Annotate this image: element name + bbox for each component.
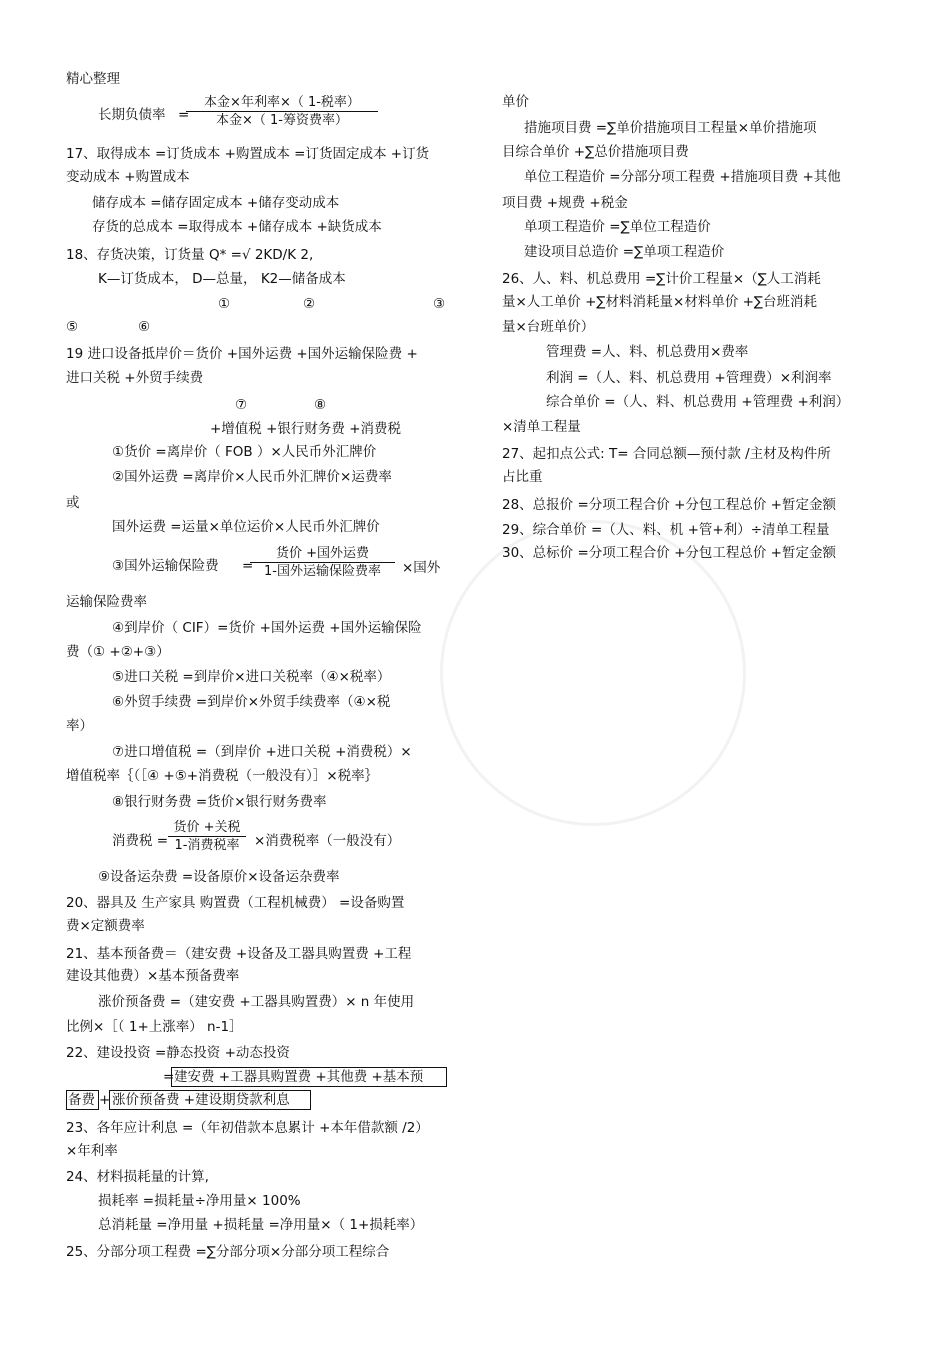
circled-number: ① [218, 296, 231, 312]
text-line: +增值税 +银行财务费 +消费税 [210, 421, 402, 437]
text-line: 利润 =（人、料、机总费用 +管理费）×利润率 [546, 370, 832, 386]
text-line: 单位工程造价 =分部分项工程费 +措施项目费 +其他 [524, 169, 841, 185]
text-line: ×国外 [402, 560, 441, 576]
text-line: 22、建设投资 =静态投资 +动态投资 [66, 1045, 290, 1061]
text-line: ①货价 =离岸价（ FOB ）×人民币外汇牌价 [112, 444, 377, 460]
text-line: 国外运费 =运量×单位运价×人民币外汇牌价 [112, 519, 380, 535]
text-line: 费×定额费率 [66, 918, 145, 934]
fraction-numerator: 货价 +关税 [173, 820, 241, 835]
text-line: 存货的总成本 =取得成本 +储存成本 +缺货成本 [92, 219, 382, 235]
text-line: ②国外运费 =离岸价×人民币外汇牌价×运费率 [112, 469, 392, 485]
text-line: 建安费 +工器具购置费 +其他费 +基本预 [174, 1069, 424, 1085]
text-line: 目综合单价 +∑总价措施项目费 [502, 144, 689, 160]
fraction-denominator: 本金×（ 1-筹资费率） [186, 111, 378, 129]
fraction-long-term-debt [186, 94, 378, 129]
text-line: ×清单工程量 [502, 419, 581, 435]
text-line: 损耗率 =损耗量÷净用量× 100% [98, 1193, 301, 1209]
text-line: ⑧银行财务费 =货价×银行财务费率 [112, 794, 327, 810]
text-line: 增值税率｛（［④ +⑤+消费税（一般没有）］×税率｝ [66, 768, 379, 784]
circled-number: ⑧ [314, 397, 327, 413]
text-line: 28、总报价 =分项工程合价 +分包工程总价 +暂定金额 [502, 497, 836, 513]
text-line: ⑦进口增值税 =（到岸价 +进口关税 +消费税）× [112, 744, 412, 760]
text-line: 进口关税 +外贸手续费 [66, 370, 204, 386]
text-line: ×年利率 [66, 1143, 118, 1159]
text-line: 建设其他费）×基本预备费率 [66, 968, 240, 984]
text-line: 26、人、料、机总费用 =∑计价工程量×（∑人工消耗 [502, 271, 821, 287]
fraction-insurance [250, 545, 395, 580]
fraction-consumption-tax [168, 819, 246, 854]
text-line: = [163, 1069, 175, 1085]
text-line: 21、基本预备费＝（建安费 +设备及工器具购置费 +工程 [66, 946, 412, 962]
text-line: 费（① +②+③） [66, 644, 170, 660]
text-line: 17、取得成本 =订货成本 +购置成本 =订货固定成本 +订货 [66, 146, 430, 162]
text-line: 24、材料损耗量的计算, [66, 1169, 209, 1185]
text-line: 25、分部分项工程费 =∑分部分项×分部分项工程综合 [66, 1244, 390, 1260]
text-line: 变动成本 +购置成本 [66, 169, 190, 185]
text-line: ⑤进口关税 =到岸价×进口关税率（④×税率） [112, 669, 391, 685]
text-line: 长期负债率 [98, 107, 166, 123]
text-line: 项目费 +规费 +税金 [502, 195, 628, 211]
text-line: 或 [66, 495, 80, 511]
text-line: + [99, 1092, 111, 1108]
text-line: 占比重 [502, 469, 543, 485]
text-line: 涨价预备费 +建设期贷款利息 [112, 1092, 290, 1108]
text-line: 20、器具及 生产家具 购置费（工程机械费） =设备购置 [66, 895, 405, 911]
text-line: 总消耗量 =净用量 +损耗量 =净用量×（ 1+损耗率） [98, 1217, 424, 1233]
text-line: ×消费税率（一般没有） [254, 833, 401, 849]
circled-number: ⑦ [235, 397, 248, 413]
text-line: 综合单价 =（人、料、机总费用 +管理费 +利润） [546, 394, 850, 410]
text-line: 19 进口设备抵岸价＝货价 +国外运费 +国外运输保险费 + [66, 346, 418, 362]
fraction-denominator: 1-国外运输保险费率 [250, 562, 395, 580]
circled-number: ⑤ [66, 319, 79, 335]
text-line: 备费 [68, 1092, 95, 1108]
circled-number: ② [303, 296, 316, 312]
text-line: 建设项目总造价 =∑单项工程造价 [524, 244, 725, 260]
text-line: 率） [66, 718, 93, 734]
text-line: 储存成本 =储存固定成本 +储存变动成本 [92, 195, 340, 211]
text-line: 运输保险费率 [66, 594, 147, 610]
text-line: ③国外运输保险费 [112, 558, 219, 574]
text-line: 单价 [502, 94, 529, 110]
text-line: 18、存货决策，订货量 Q* =√ 2KD/K 2, [66, 247, 314, 263]
fraction-numerator: 货价 +国外运费 [275, 546, 370, 561]
text-line: ④到岸价（ CIF）=货价 +国外运费 +国外运输保险 [112, 620, 422, 636]
fraction-denominator: 1-消费税率 [168, 836, 246, 854]
text-line: ⑥外贸手续费 =到岸价×外贸手续费率（④×税 [112, 694, 391, 710]
fraction-numerator: 本金×年利率×（ 1-税率） [204, 95, 360, 110]
text-line: 29、综合单价 =（人、料、机 +管+利）÷清单工程量 [502, 522, 830, 538]
text-line: 比例×［（ 1+上涨率） n-1］ [66, 1019, 243, 1035]
text-line: 27、起扣点公式: T= 合同总额—预付款 /主材及构件所 [502, 446, 831, 462]
text-line: = [178, 107, 190, 123]
circled-number: ⑥ [138, 319, 151, 335]
text-line: 措施项目费 =∑单价措施项目工程量×单价措施项 [524, 120, 817, 136]
circled-number: ③ [433, 296, 446, 312]
text-line: 涨价预备费 =（建安费 +工器具购置费）× n 年使用 [98, 994, 415, 1010]
text-line: K—订货成本， D—总量， K2—储备成本 [98, 271, 346, 287]
text-line: 30、总标价 =分项工程合价 +分包工程总价 +暂定金额 [502, 545, 836, 561]
text-line: 量×人工单价 +∑材料消耗量×材料单价 +∑台班消耗 [502, 294, 818, 310]
text-line: 管理费 =人、料、机总费用×费率 [546, 344, 749, 360]
text-line: 23、各年应计利息 =（年初借款本息累计 +本年借款额 /2） [66, 1120, 429, 1136]
text-line: ⑨设备运杂费 =设备原价×设备运杂费率 [98, 869, 340, 885]
text-line: 单项工程造价 =∑单位工程造价 [524, 219, 711, 235]
text-line: = [242, 558, 254, 574]
page-header: 精心整理 [66, 71, 120, 87]
text-line: 量×台班单价） [502, 319, 595, 335]
text-line: 消费税 = [112, 833, 169, 849]
